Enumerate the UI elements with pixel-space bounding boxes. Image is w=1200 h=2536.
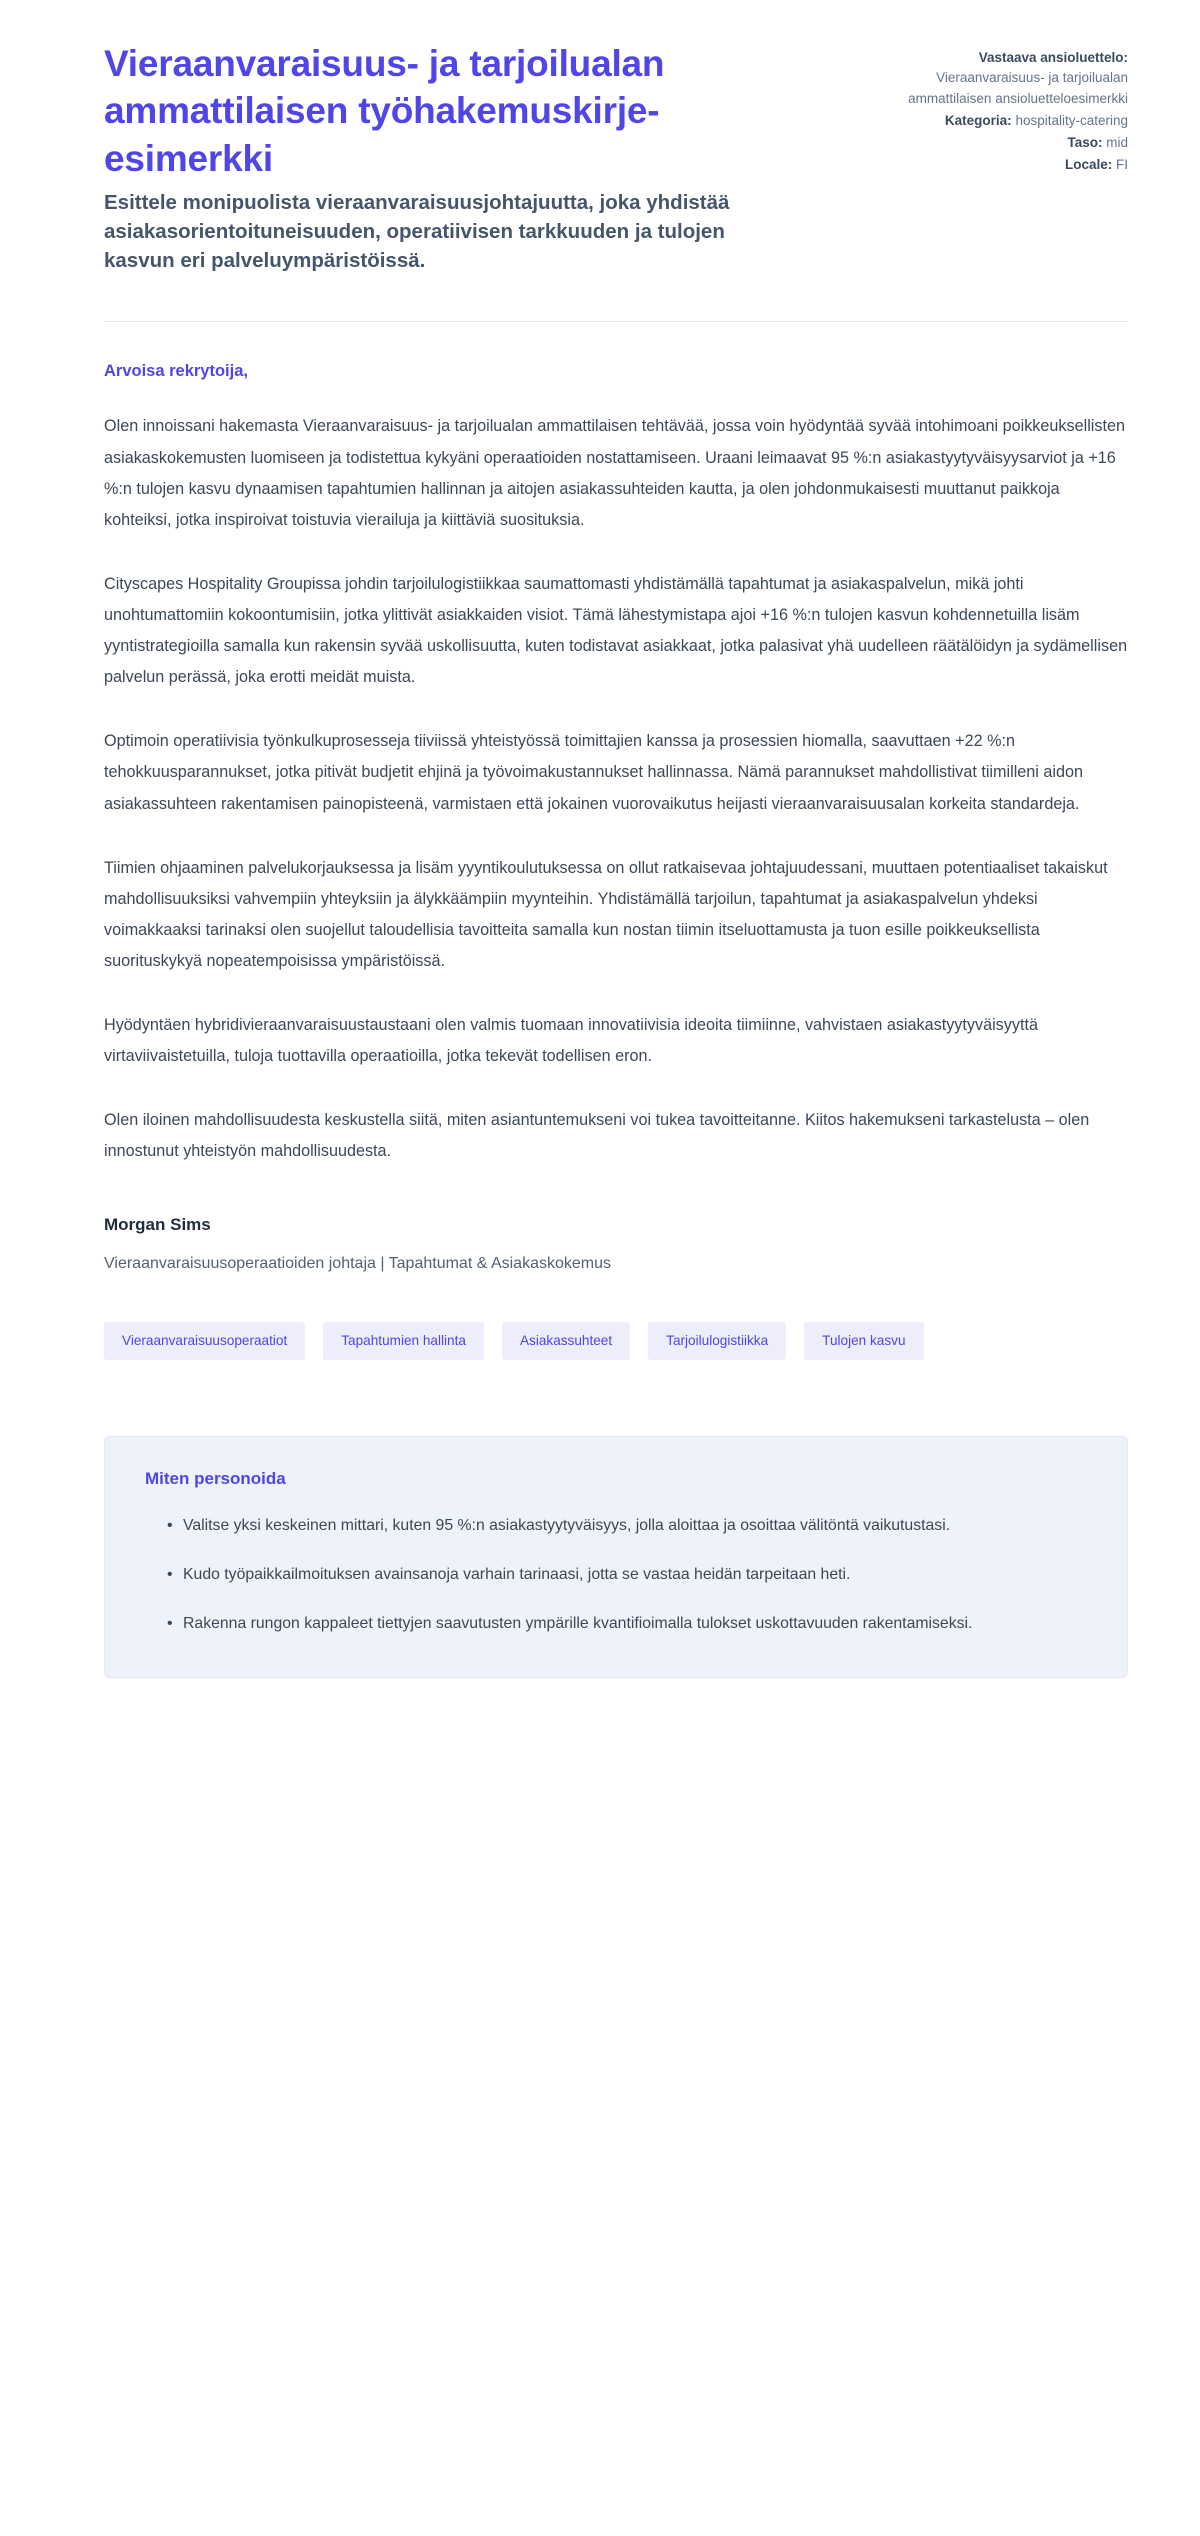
- meta-label-related-resume: Vastaava ansioluettelo:: [978, 50, 1128, 65]
- page-title: Vieraanvaraisuus- ja tarjoilualan ammattilaisen työhakemuskirje-esimerkki: [104, 43, 665, 179]
- header-divider: [104, 321, 1128, 322]
- callout-tip-item: • Rakenna rungon kappaleet tiettyjen saavutusten ympärille kvantifioimalla tulokset uskottavuuden rakentamiseksi.: [167, 1609, 1087, 1638]
- document-metadata: [898, 40, 1128, 178]
- letter-paragraph: Tiimien ohjaaminen palvelukorjauksessa ja lisäm yyyntikoulutuksessa on ollut ratkaisevaa johtajuudessani, muuttaen potentiaaliset takaiskut mahdollisuuksiksi vahvempiin yhteyksiin ja älykkäämpiin myynteihin. Yhdistämällä tarjoilun, tapahtumat ja asiakaspalvelun yhdeksi voimakkaaksi tarinaksi olen suojellut taloudellisia tavoitteita samalla kun nostan tiimin itseluottamusta ja tuon esille poikkeuksellista suorituskykyä nopeatempoisissa ympäristöissä.: [104, 858, 1108, 970]
- meta-row-level: [898, 133, 1128, 153]
- letter-paragraph: Hyödyntäen hybridivieraanvaraisuustaustaani olen valmis tuomaan innovatiivisia ideoita tiimiinne, vahvistaen asiakastyytyväisyyttä virtaviivaistetuilla, tuloja tuottavilla operaatioilla, jotka tekevät todellisen eron.: [104, 1016, 1038, 1066]
- document-header: [104, 40, 1128, 275]
- header-text-block: [104, 40, 744, 275]
- signature-block: [104, 1215, 1128, 1277]
- letter-paragraph: Cityscapes Hospitality Groupissa johdin tarjoilulogistiikkaa saumattomasti yhdistämällä tapahtumat ja asiakaspalvelun, mikä johti unohtumattomiin kokoontumisiin, jotka ylittivät asiakkaiden visiot. Tämä lähestymistapa ajoi +16 %:n tulojen kasvun kohdennetuilla lisäm yyntistrategioilla samalla kun rakensin syvää uskollisuutta, kuten todistavat asiakkaat, jotka palasivat yhä uudelleen räätälöidyn ja sydämellisen palvelun perässä, joka erotti meidät muista.: [104, 574, 1128, 687]
- meta-label-level: Taso:: [1067, 135, 1103, 150]
- tag-chip[interactable]: Vieraanvaraisuusoperaatiot: [104, 1322, 305, 1360]
- signature-name: Morgan Sims: [104, 1215, 211, 1235]
- letter-paragraph: Optimoin operatiivisia työnkulkuprosesseja tiiviissä yhteistyössä toimittajien kanssa ja prosessien hiomalla, saavuttaen +22 %:n tehokkuusparannukset, jotka pitivät budjetit ehjinä ja työvoimakustannukset hallinnassa. Nämä parannukset mahdollistivat tiimilleni aidon asiakassuhteen rakentamisen painopisteenä, varmistaen että jokainen vuorovaikutus heijasti vieraanvaraisuusalan korkeita standardeja.: [104, 732, 1083, 813]
- letter-salutation: Arvoisa rekrytoija,: [104, 362, 248, 381]
- meta-row-category: [898, 111, 1128, 131]
- page-subtitle: Esittele monipuolista vieraanvaraisuusjohtajuutta, joka yhdistää asiakasorientoituneisuuden, operatiivisen tarkkuuden ja tulojen kasvun eri palveluympäristöissä.: [104, 191, 730, 273]
- letter-paragraph: Olen iloinen mahdollisuudesta keskustella siitä, miten asiantuntemukseni voi tukea tavoitteitanne. Kiitos hakemukseni tarkastelusta – olen innostunut yhteistyön mahdollisuudesta.: [104, 1111, 1090, 1161]
- callout-title: Miten personoida: [145, 1468, 286, 1488]
- tag-chip[interactable]: Asiakassuhteet: [502, 1322, 630, 1360]
- signature-role: Vieraanvaraisuusoperaatioiden johtaja | Tapahtumat & Asiakaskokemus: [104, 1255, 611, 1273]
- tag-chip[interactable]: Tulojen kasvu: [804, 1322, 923, 1360]
- meta-value-related-resume: Vieraanvaraisuus- ja tarjoilualan ammattilaisen ansioluetteloesimerkki: [908, 70, 1128, 106]
- meta-label-locale: Locale:: [1064, 157, 1113, 173]
- meta-row-related-resume: [898, 48, 1128, 109]
- letter-paragraph: Olen innoissani hakemasta Vieraanvaraisuus- ja tarjoilualan ammattilaisen tehtävää, jossa voin hyödyntää syvää intohimoani poikkeuksellisten asiakaskokemusten luomiseen ja todistettua kykyäni operaatioiden nostattamiseen. Uraani leimaavat 95 %:n asiakastyytyväisyysarviot ja +16 %:n tulojen kasvu dynaamisen tapahtumien hallinnan ja aitojen asiakassuhteiden kautta, ja olen johdonmukaisesti muuttanut paikkoja kohteiksi, jotka inspiroivat toistuvia vierailuja ja kiittäviä suosituksia.: [104, 417, 1125, 529]
- meta-value-category: hospitality-catering: [1015, 112, 1128, 128]
- tag-chip[interactable]: Tapahtumien hallinta: [323, 1322, 484, 1360]
- callout-tip-item: • Valitse yksi keskeinen mittari, kuten 95 %:n asiakastyytyväisyys, jolla aloittaa ja osoittaa välitöntä vaikutustasi.: [167, 1511, 1087, 1540]
- cover-letter-body: [104, 362, 1128, 1277]
- callout-tip-list: [145, 1511, 1087, 1639]
- meta-row-locale: [898, 155, 1128, 175]
- tag-chip[interactable]: Tarjoilulogistiikka: [648, 1322, 786, 1360]
- personalization-callout: [104, 1436, 1128, 1678]
- callout-tip-item: • Kudo työpaikkailmoituksen avainsanoja varhain tarinaasi, jotta se vastaa heidän tarpeitaan heti.: [167, 1560, 1087, 1589]
- meta-value-level: mid: [1106, 135, 1128, 150]
- meta-label-category: Kategoria:: [944, 112, 1012, 128]
- meta-value-locale: FI: [1116, 157, 1128, 173]
- tag-list: [104, 1322, 1004, 1360]
